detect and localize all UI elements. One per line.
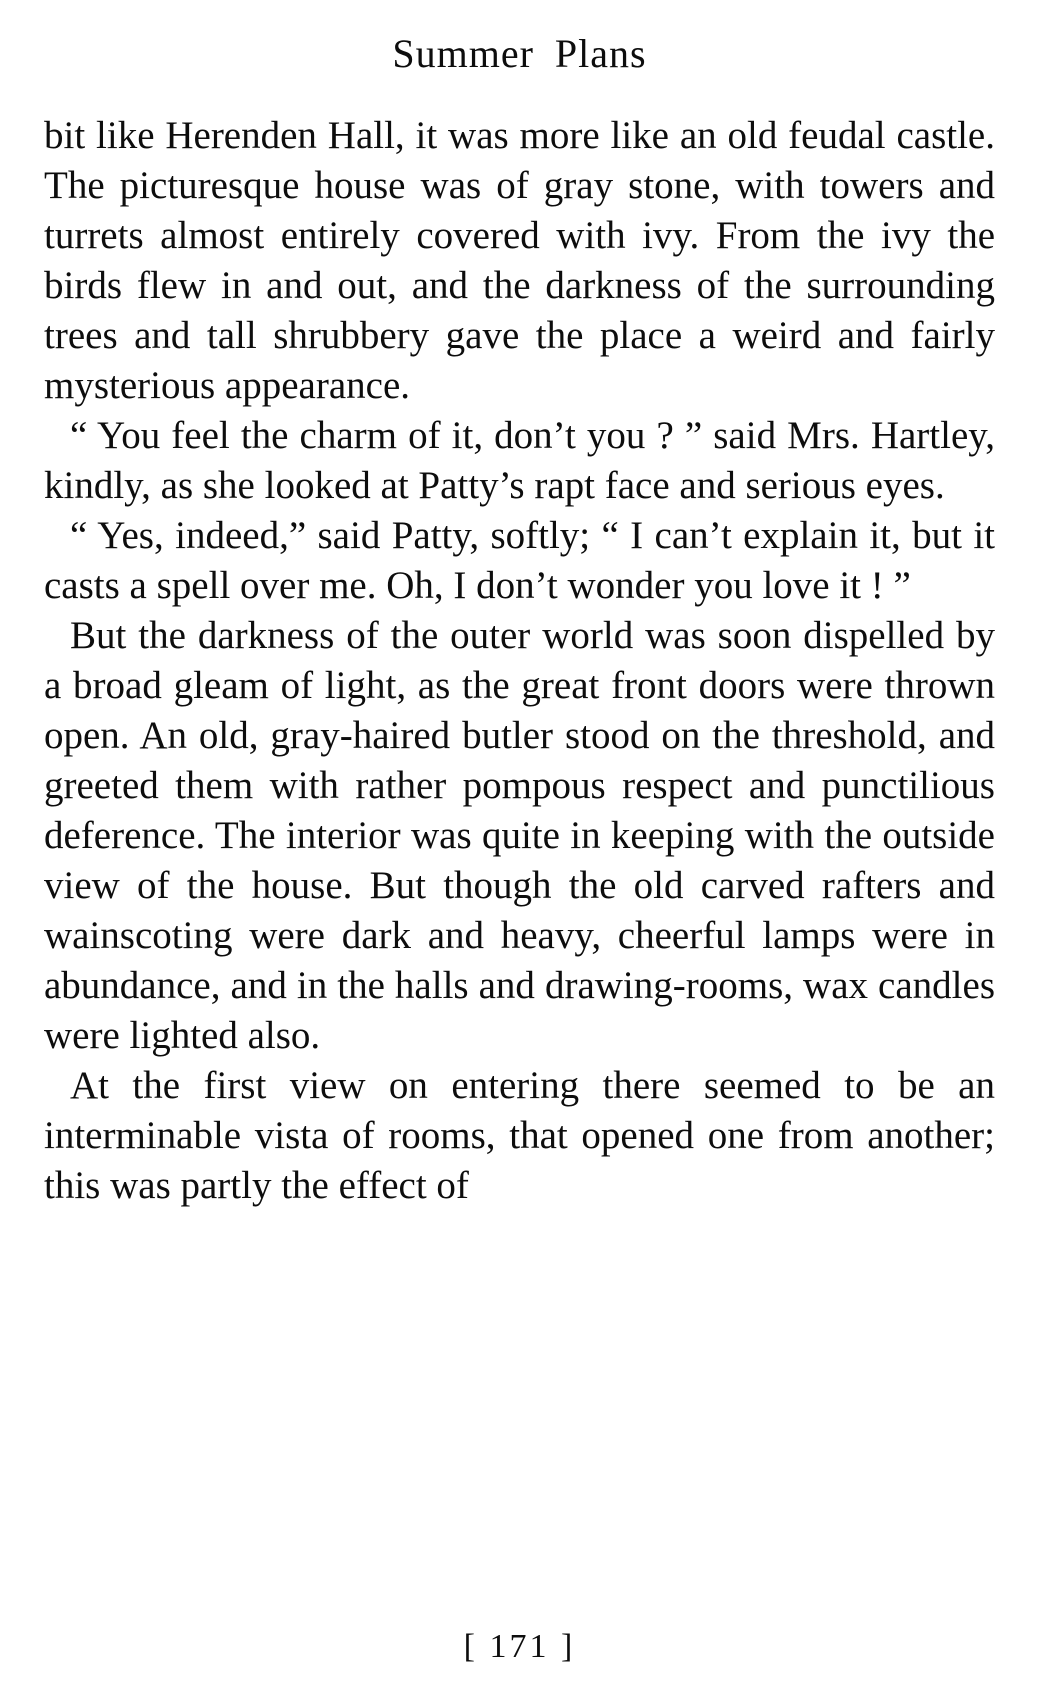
paragraph: At the first view on entering there seemed to be an interminable vista of rooms, that opened one from another; this was partly the effect of — [44, 1064, 995, 1207]
page-title: Summer Plans — [392, 31, 647, 76]
paragraph: “ You feel the charm of it, don’t you ? ” said Mrs. Hartley, kindly, as she looked at Patty’s rapt face and serious eyes. — [44, 414, 995, 507]
page-body — [44, 111, 995, 1211]
paragraph: bit like Herenden Hall, it was more like an old feudal castle. The picturesque house was of gray stone, with towers and turrets almost entirely covered with ivy. From the ivy the birds flew in and out, and the darkness of the surrounding trees and tall shrubbery gave the place a weird and fairly mysterious appearance. — [44, 114, 995, 407]
paragraph: But the darkness of the outer world was soon dispelled by a broad gleam of light, as the great front doors were thrown open. An old, gray-haired butler stood on the threshold, and greeted them with rather pompous respect and punctilious deference. The interior was quite in keeping with the outside view of the house. But though the old carved rafters and wainscoting were dark and heavy, cheerful lamps were in abundance, and in the halls and drawing-rooms, wax candles were lighted also. — [44, 614, 995, 1057]
paragraph: “ Yes, indeed,” said Patty, softly; “ I can’t explain it, but it casts a spell over me. Oh, I don’t wonder you love it ! ” — [44, 514, 995, 607]
page-number: [ 171 ] — [463, 1628, 576, 1665]
